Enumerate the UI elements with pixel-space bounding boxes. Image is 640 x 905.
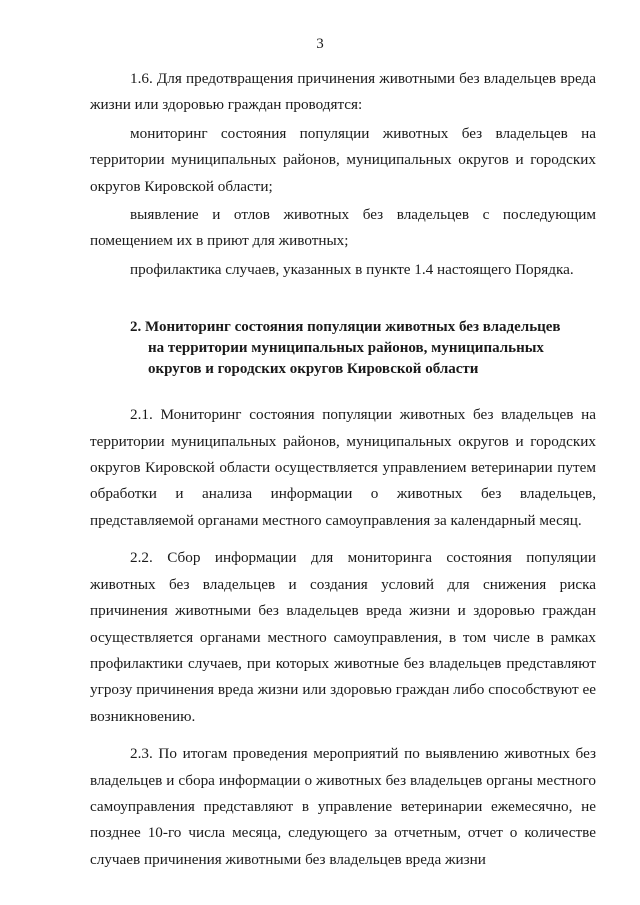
list-item-monitoring: мониторинг состояния популяции животных без владельцев на территории муниципальных районов, муниципальных округов и городских округов Кировской области; bbox=[90, 124, 596, 195]
document-body bbox=[90, 66, 596, 873]
paragraph-2-3: 2.3. По итогам проведения мероприятий по выявлению животных без владельцев и сбора информации о животных без владельцев органы местного самоуправления представляют в управление ветеринарии ежемесячно, не позднее 10-го числа месяца, следующего за отчетным, отчет о количестве случаев причинения животными без владельцев вреда жизни bbox=[90, 745, 596, 868]
list-item-prevention: профилактика случаев, указанных в пункте 1.4 настоящего Порядка. bbox=[130, 260, 574, 278]
section-heading-line-3: округов и городских округов Кировской области bbox=[148, 361, 479, 378]
paragraph-2-2: 2.2. Сбор информации для мониторинга состояния популяции животных без владельцев и создания условий для снижения риска причинения животными без владельцев вреда жизни и здоровью граждан осуществляется органами местного самоуправления, в том числе в рамках профилактики случаев, при которых животные без владельцев представляют угрозу причинения вреда жизни или здоровью граждан либо способствуют ее возникновению. bbox=[90, 549, 596, 725]
paragraph-1-6: 1.6. Для предотвращения причинения животными без владельцев вреда жизни или здоровью граждан проводятся: bbox=[90, 70, 596, 114]
section-2-heading bbox=[90, 317, 596, 380]
section-heading-line-2: на территории муниципальных районов, муниципальных bbox=[148, 340, 544, 357]
list-item-capture: выявление и отлов животных без владельцев с последующим помещением их в приют для животных; bbox=[90, 206, 596, 250]
section-heading-line-1: 2. Мониторинг состояния популяции животных без владельцев bbox=[130, 319, 561, 336]
page-number: 3 bbox=[316, 36, 324, 52]
paragraph-2-1: 2.1. Мониторинг состояния популяции животных без владельцев на территории муниципальных районов, муниципальных округов и городских округов Кировской области осуществляется управлением ветеринарии путем обработки и анализа информации о животных без владельцев, представляемой органами местного самоуправления за календарный месяц. bbox=[90, 406, 596, 529]
